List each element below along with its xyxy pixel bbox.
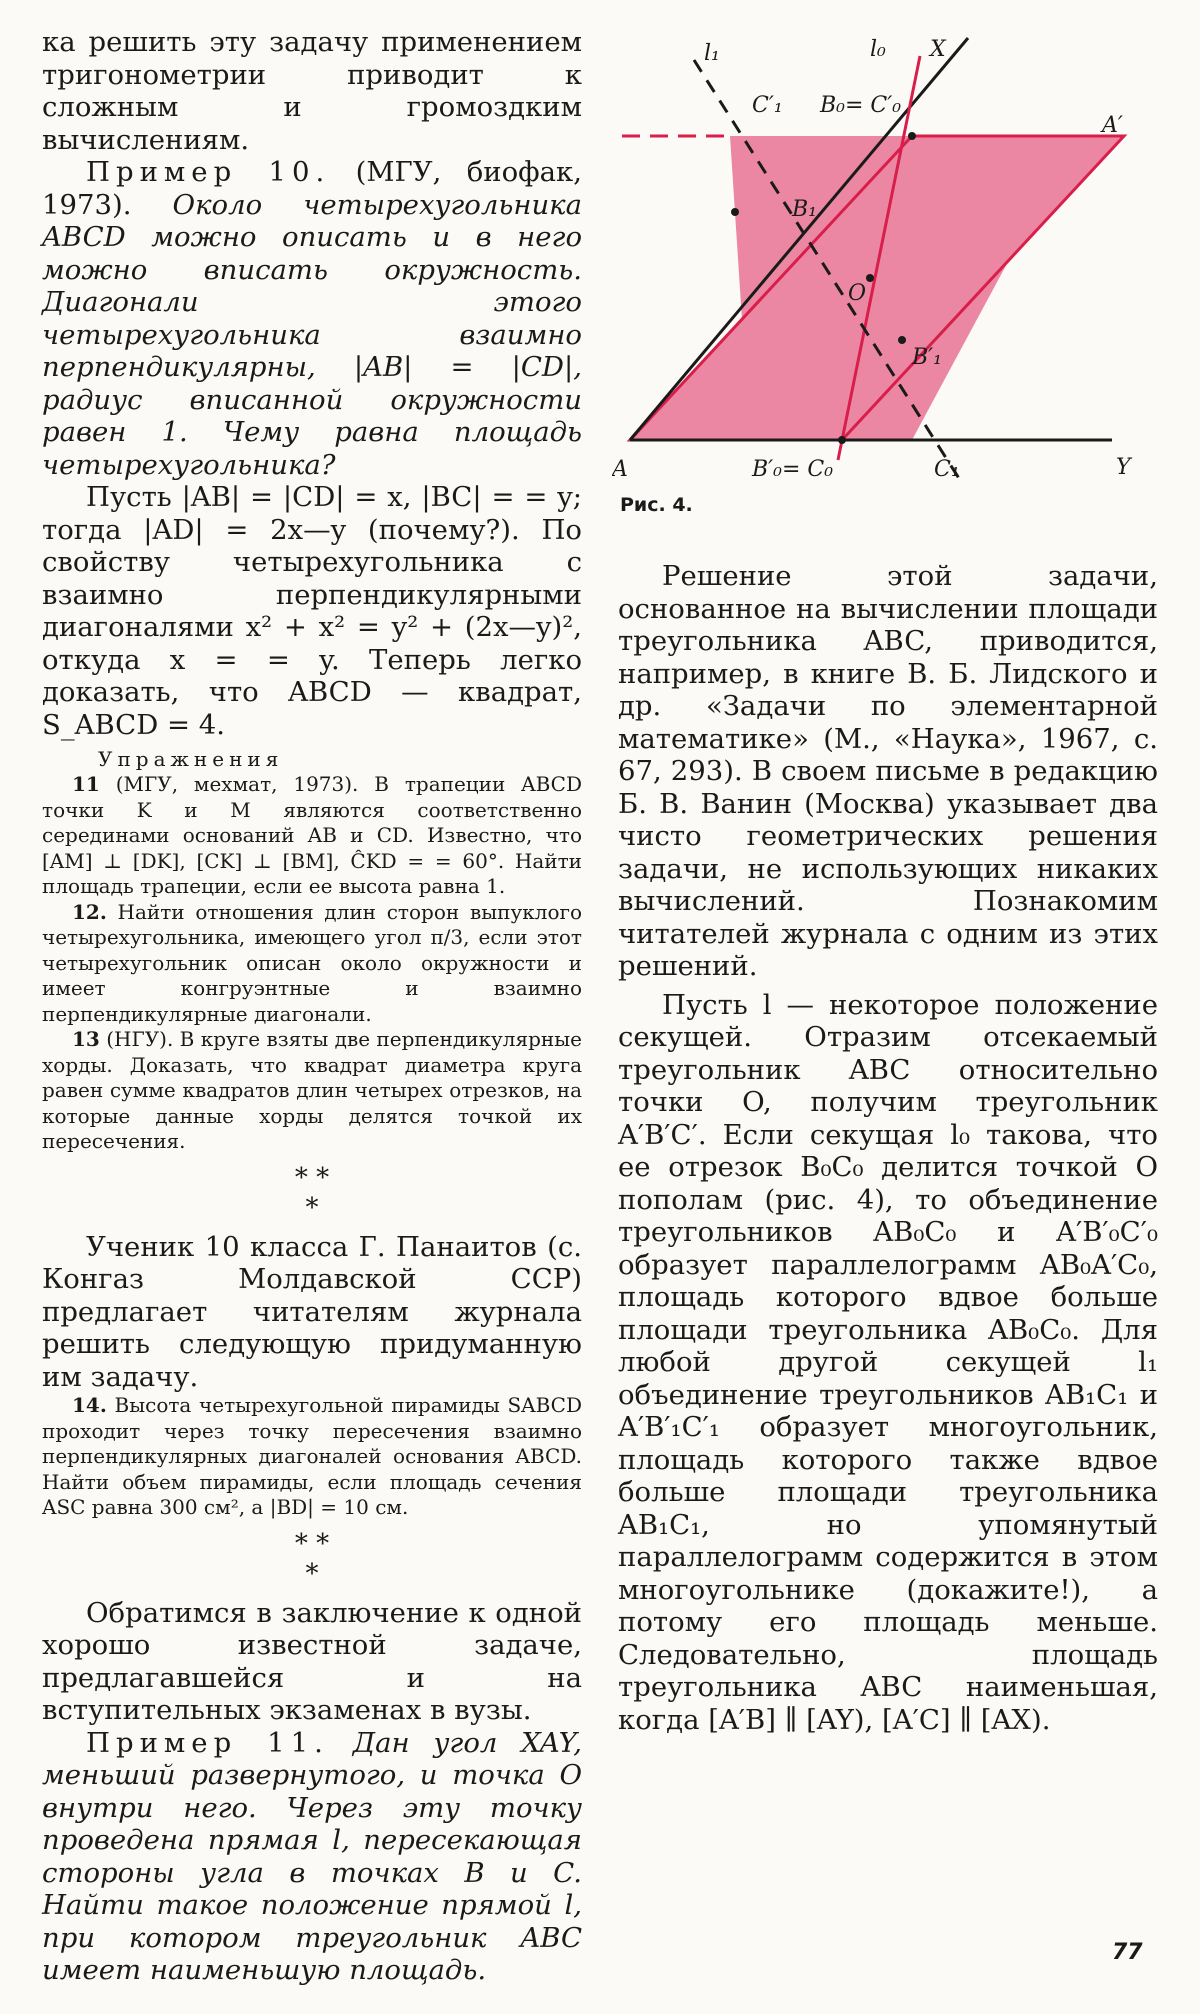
- example-10-source: (МГУ, биофак, 1973).: [42, 156, 582, 221]
- figure-4-diagram: [612, 20, 1172, 490]
- right-column: [618, 560, 1158, 1736]
- page-number: 77: [1112, 1940, 1143, 1965]
- label-y: Y: [1116, 455, 1131, 480]
- example-10-solution: Пусть |AB| = |CD| = x, |BC| = = y; тогда |AD| = 2x—y (почему?). По свойству четырехугольника с взаимно перпендикулярными диагоналями x² + x² = y² + (2x—y)², откуда x = = y. Теперь легко доказать, что ABCD — квадрат, S_ABCD = 4.: [42, 481, 582, 741]
- union-region: [630, 136, 1124, 440]
- label-b0-c0-prime: B₀= C′₀: [820, 93, 902, 118]
- exercise-12-text: Найти отношения длин сторон выпуклого четырехугольника, имеющего угол π/3, если этот четырехугольник описан около окружности и имеет конгруэнтные и взаимно перпендикулярные диагонали.: [42, 899, 583, 1026]
- example-10-label: Пример 10.: [86, 156, 331, 188]
- student-paragraph: Ученик 10 класса Г. Панаитов (с. Конгаз Молдавской ССР) предлагает читателям журнала решить следующую придуманную им задачу.: [42, 1230, 582, 1393]
- figure-caption: Рис. 4.: [620, 494, 693, 516]
- label-x: X: [930, 37, 946, 62]
- label-l1: l₁: [704, 41, 720, 66]
- solution-paragraph-2: Пусть l — некоторое положение секущей. Отразим отсекаемый треугольник ABC относительно точки O, получим треугольник A′B′C′. Если секущая l₀ такова, что ее отрезок B₀C₀ делится точкой O пополам (рис. 4), то объединение треугольников AB₀C₀ и A′B′₀C′₀ образует параллелограмм AB₀A′C₀, площадь которого вдвое больше площади треугольника AB₀C₀. Для любой другой секущей l₁ объединение треугольников AB₁C₁ и A′B′₁C′₁ образует многоугольник, площадь которого также вдвое больше площади треугольника AB₁C₁, но упомянутый параллелограмм содержится в этом многоугольнике (докажите!), а потому его площадь меньше. Следовательно, площадь треугольника ABC наименьшая, когда [A′B] ∥ [AY), [A′C] ∥ [AX).: [618, 988, 1158, 1736]
- label-a: A: [612, 457, 628, 482]
- point-b0: [908, 132, 916, 140]
- solution-paragraph-1: Решение этой задачи, основанное на вычислении площади треугольника ABC, приводится, например, в книге В. Б. Лидского и др. «Задачи по элементарной математике» (М., «Наука», 1967, с. 67, 293). В своем письме в редакцию Б. В. Ванин (Москва) указывает два чисто геометрических решения задачи, не использующих никаких вычислений. Познакомим читателей журнала с одним из этих решений.: [618, 560, 1158, 982]
- point-c0: [838, 436, 846, 444]
- point-b1: [731, 208, 739, 216]
- section-separator-1: * * *: [294, 1162, 330, 1223]
- exercise-11-text: (МГУ, мехмат, 1973). В трапеции ABCD точки K и M являются соответственно серединами оснований AB и CD. Известно, что [AM] ⊥ [DK], [CK] ⊥ [BM], ĈKD = = 60°. Найти площадь трапеции, если ее высота равна 1.: [42, 772, 583, 898]
- exercise-12-number: 12.: [72, 899, 107, 924]
- exercise-14-text: Высота четырехугольной пирамиды SABCD проходит через точку пересечения взаимно перпендикулярных диагоналей основания ABCD. Найти объем пирамиды, если площадь сечения ASC равна 300 см², а |BD| = 10 см.: [42, 1393, 583, 1519]
- label-b1: B₁: [792, 197, 817, 222]
- point-o: [866, 274, 874, 282]
- label-l0: l₀: [870, 37, 886, 62]
- closing-paragraph: Обратимся в заключение к одной хорошо известной задаче, предлагавшейся и на вступительных экзаменах в вузы.: [42, 1596, 582, 1726]
- example-10: [42, 156, 582, 481]
- exercises-heading: Упражнения: [98, 747, 284, 771]
- example-11: [42, 1727, 582, 1987]
- left-column: [42, 26, 582, 1987]
- exercise-14: [42, 1393, 582, 1521]
- example-11-label: Пример 11.: [86, 1726, 329, 1759]
- example-10-statement: Около четырехугольника ABCD можно описать и в него можно вписать окружность. Диагонали этого четырехугольника взаимно перпендикулярны, |AB| = |CD|, радиус вписанной окружности равен 1. Чему равна площадь четырехугольника?: [42, 188, 582, 481]
- intro-paragraph: ка решить эту задачу применением тригонометрии приводит к сложным и громоздким вычислениям.: [42, 26, 582, 156]
- exercise-11: [42, 772, 582, 900]
- label-b1-prime: B′₁: [912, 345, 942, 370]
- label-b0-prime-c0: B′₀= C₀: [752, 457, 834, 482]
- label-a-prime: A′: [1102, 113, 1123, 138]
- exercise-13: [42, 1027, 582, 1155]
- exercise-13-text: (НГУ). В круге взяты две перпендикулярные хорды. Доказать, что квадрат диаметра круга равен сумме квадратов длин четырех отрезков, на которые данные хорды делятся точкой их пересечения.: [42, 1027, 583, 1153]
- point-b1-prime: [898, 336, 906, 344]
- label-c1: C₁: [934, 457, 960, 482]
- example-11-statement: Дан угол XAY, меньший развернутого, и точка O внутри него. Через эту точку проведена прямая l, пересекающая стороны угла в точках B и C. Найти такое положение прямой l, при котором треугольник ABC имеет наименьшую площадь.: [42, 1726, 582, 1986]
- section-separator-2: * * *: [294, 1528, 330, 1589]
- exercise-12: [42, 900, 582, 1028]
- exercise-14-number: 14.: [72, 1393, 107, 1417]
- label-c1-prime: C′₁: [752, 93, 783, 118]
- exercise-11-number: 11: [72, 772, 100, 796]
- figure-4: [612, 20, 1172, 490]
- exercise-13-number: 13: [72, 1027, 100, 1051]
- label-o: O: [848, 281, 867, 306]
